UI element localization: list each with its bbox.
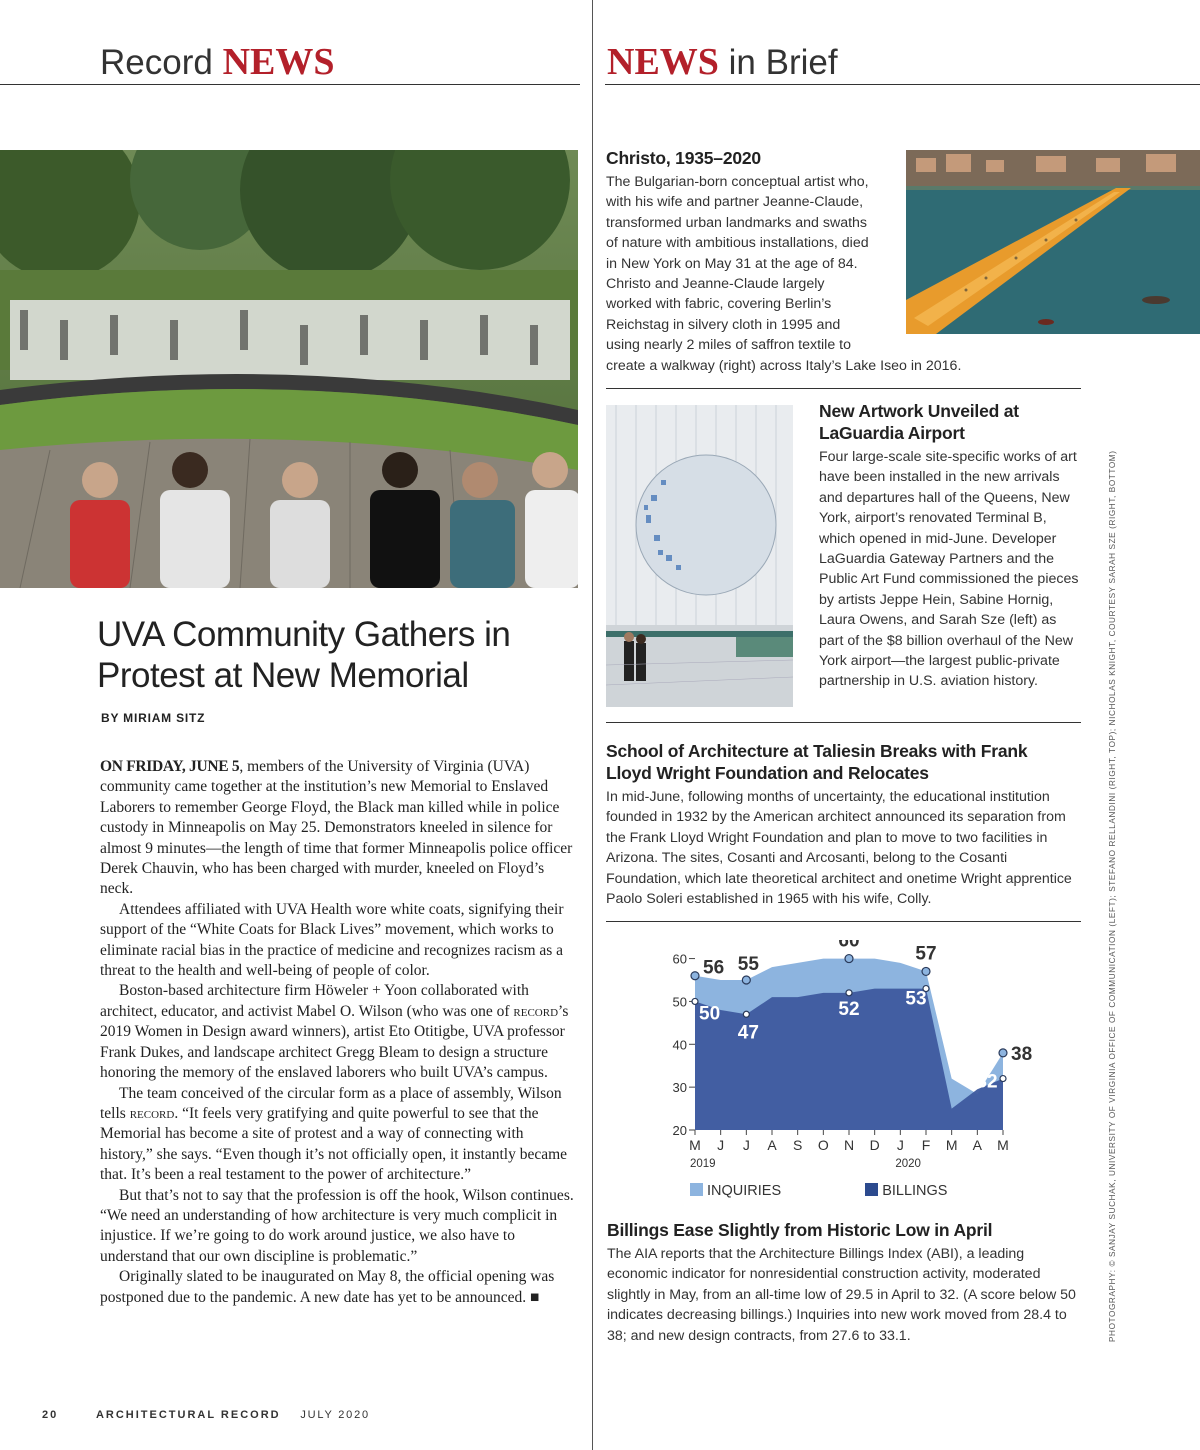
laguardia-text: Four large-scale site-specific works of art have been installed in the new arrivals and departures hall of the Queens, New York, airport’s renovated Terminal B, which opened in mid-June. Developer LaGuardia Gateway Partners and the Public Art Fund commissioned the pieces by artists Jeppe Hein, Sabine Hornig, Laura Owens, and Sarah Sze (left) as part of the $8 billion overhaul of the New York airport—the largest public-private partnership in U.S. aviation history. [819, 449, 1079, 690]
data-point [691, 972, 699, 980]
header-rule-left [0, 84, 580, 85]
data-point [743, 1011, 749, 1017]
x-tick-label: S [792, 1137, 803, 1153]
chart-legend [690, 1183, 947, 1199]
y-tick-label: 20 [672, 1123, 687, 1138]
x-tick-label: N [843, 1137, 855, 1153]
taliesin-title: School of Architecture at Taliesin Breaks with Frank Lloyd Wright Foundation and Relocates [606, 741, 1028, 783]
article-paragraph [100, 757, 580, 900]
data-label: 56 [703, 957, 725, 979]
christo-title: Christo, 1935–2020 [606, 148, 761, 168]
legend-swatch-inquiries [690, 1183, 703, 1196]
christo-text-body: The Bulgarian-born conceptual artist who, with his wife and partner Jeanne-Claude, transformed urban landmarks and swaths of nature with ambitious installations, died in New York on May 31 at the age of 84. Christo and Jeanne-Claude largely worked with fabric, covering Berlin’s Reichstag in silvery cloth in 1995 and using nearly 2 miles of saffron textile to create a walkway (right) across Italy’s Lake Iseo in 2016. [606, 174, 962, 374]
christo-text [606, 172, 1084, 376]
year-label: 2019 [690, 1158, 716, 1170]
x-tick-label: A [972, 1137, 983, 1153]
data-point [845, 955, 853, 963]
article-body [100, 757, 580, 1308]
x-tick-label: A [767, 1137, 777, 1153]
footer [42, 1409, 370, 1421]
photo-credit: PHOTOGRAPHY: © SANJAY SUCHAK, UNIVERSITY OF VIRGINIA OFFICE OF COMMUNICATION (LEFT); STEFANO RELLANDINI (RIGHT, TOP); NICHOLAS KNIGHT, COURTESY SARAH SZE (RIGHT, BOTTOM) [1108, 450, 1117, 1342]
laguardia-title: New Artwork Unveiled at LaGuardia Airport [819, 401, 1019, 443]
header-rule-right [605, 84, 1200, 85]
data-point [742, 976, 750, 984]
end-mark: ■ [530, 1288, 540, 1306]
data-label: 53 [905, 988, 927, 1010]
record-smallcaps: record [513, 1002, 559, 1020]
brief-rule [606, 388, 1081, 389]
legend-swatch-billings [865, 1183, 878, 1196]
y-tick-label: 60 [672, 951, 687, 967]
data-label: 32 [976, 1071, 998, 1093]
memorial-protest-photo [0, 150, 578, 588]
section-header-bold: NEWS [607, 41, 719, 83]
section-header-record-news [100, 42, 334, 83]
section-header-light: Record [100, 43, 213, 82]
taliesin-text: In mid-June, following months of uncertainty, the educational institution founded in 1932 by the American architect announced its separation from the Frank Lloyd Wright Foundation and plan to move to two facilities in Arizona. The sites, Cosanti and Arcosanti, belong to the Cosanti Foundation, which late theoretical architect and onetime Wright apprentice Paolo Soleri established in 1965 with his wife, Colly. [606, 789, 1072, 908]
y-tick-label: 40 [672, 1037, 687, 1053]
data-point [846, 990, 852, 996]
brief-rule [606, 921, 1081, 922]
data-label: 47 [737, 1022, 759, 1044]
x-tick-label: M [945, 1137, 958, 1153]
magazine-name: ARCHITECTURAL RECORD [95, 1409, 281, 1421]
article-paragraph-text: ’s 2019 Women in Design award winners), artist Eto Otitigbe, UVA professor Frank Dukes, and landscape architect Gregg Bleam to design a structure honoring the memory of the enslaved laborers who built UVA’s campus. [100, 1002, 569, 1082]
x-tick-label: M [689, 1137, 701, 1153]
x-tick-label: M [997, 1137, 1009, 1153]
billings-text: The AIA reports that the Architecture Billings Index (ABI), a leading economic indicator for nonresidential construction activity, moderated slightly in May, from an all-time low of 29.5 in April to 32. (A score below 50 indicates decreasing billings.) Inquiries into new work moved from 28.4 to 38; and new design contracts, from 27.6 to 33.1. [607, 1246, 1076, 1344]
article-paragraph: Attendees affiliated with UVA Health wore white coats, signifying their support of the “White Coats for Black Lives” movement, which works to eliminate racial bias in the practice of medicine and recognizes racism as a threat to the health and well-being of people of color. [100, 900, 564, 980]
abi-chart [660, 940, 1050, 1170]
x-tick-label: D [869, 1137, 880, 1153]
abi-chart-svg [660, 940, 1050, 1170]
data-point [1000, 1076, 1006, 1082]
data-point [922, 967, 930, 975]
data-label: 38 [1011, 1043, 1033, 1065]
year-label: 2020 [895, 1158, 921, 1170]
article-paragraph-text: , members of the University of Virginia (UVA) community came together at the institution’s new Memorial to Enslaved Laborers to remember George Floyd, the Black man killed while in police custody in Minneapolis on May 25. Demonstrators kneeled in silence for almost 9 minutes—the length of time that former Minneapolis police officer Derek Chauvin, who has been charged with murder, kneeled on Floyd’s neck. [100, 758, 573, 898]
legend-label: BILLINGS [882, 1183, 948, 1199]
data-label: 60 [838, 940, 860, 952]
article-paragraph [100, 981, 580, 1083]
x-tick-label: O [817, 1137, 829, 1153]
section-header-light: in Brief [728, 43, 838, 82]
x-tick-label: J [742, 1137, 750, 1153]
billings-title: Billings Ease Slightly from Historic Low in April [607, 1220, 993, 1240]
y-tick-label: 50 [672, 994, 687, 1010]
data-label: 50 [699, 1003, 721, 1025]
brief-rule [606, 722, 1081, 723]
article-paragraph-text: The team conceived of the circular form as a place of assembly, Wilson tells [100, 1084, 562, 1122]
article-paragraph: But that’s not to say that the profession is off the hook, Wilson continues. “We need an understanding of how architecture is very much complicit in injustice. If we’re going to do work around justice, we also have to understand that our own discipline is problematic.” [100, 1186, 574, 1265]
article-paragraph [100, 1084, 580, 1186]
data-point [692, 998, 698, 1004]
record-smallcaps: record [129, 1104, 175, 1122]
article-headline: UVA Community Gathers in Protest at New Memorial [97, 615, 511, 695]
legend-item-inquiries [690, 1183, 781, 1199]
article-paragraph-text: Originally slated to be inaugurated on May 8, the official opening was postponed due to the pandemic. A new date has yet to be announced. [100, 1268, 555, 1306]
article-paragraph [100, 1267, 580, 1308]
x-tick-label: F [921, 1137, 931, 1153]
x-tick-label: J [896, 1137, 904, 1153]
column-divider [592, 0, 593, 1450]
data-label: 57 [915, 943, 937, 965]
article-paragraph-text: . “It feels very gratifying and quite powerful to see that the Memorial has become a site of protest and a way of connecting with history,” she says. “Even though it’s not officially open, it instantly became that. It’s been a real testament to the power of architecture.” [100, 1104, 568, 1184]
section-header-bold: NEWS [222, 41, 335, 83]
x-tick-label: J [717, 1137, 725, 1153]
legend-label: INQUIRIES [707, 1183, 782, 1199]
data-label: 52 [838, 998, 860, 1020]
sarah-sze-artwork-photo [606, 405, 793, 707]
photo-float-spacer [872, 172, 1084, 344]
legend-item-billings [865, 1183, 947, 1199]
article-byline: BY MIRIAM SITZ [101, 711, 206, 725]
section-header-news-in-brief [607, 42, 838, 83]
data-point [999, 1049, 1007, 1057]
page-number: 20 [42, 1409, 59, 1421]
y-tick-label: 30 [672, 1080, 687, 1096]
article-lead-in: ON FRIDAY, JUNE 5 [100, 758, 240, 775]
issue-date: JULY 2020 [300, 1409, 370, 1421]
article-paragraph-text: Boston-based architecture firm Höweler + Yoon collaborated with architect, educator, and activist Mabel O. Wilson (who was one of [100, 982, 529, 1020]
data-label: 55 [737, 954, 759, 975]
